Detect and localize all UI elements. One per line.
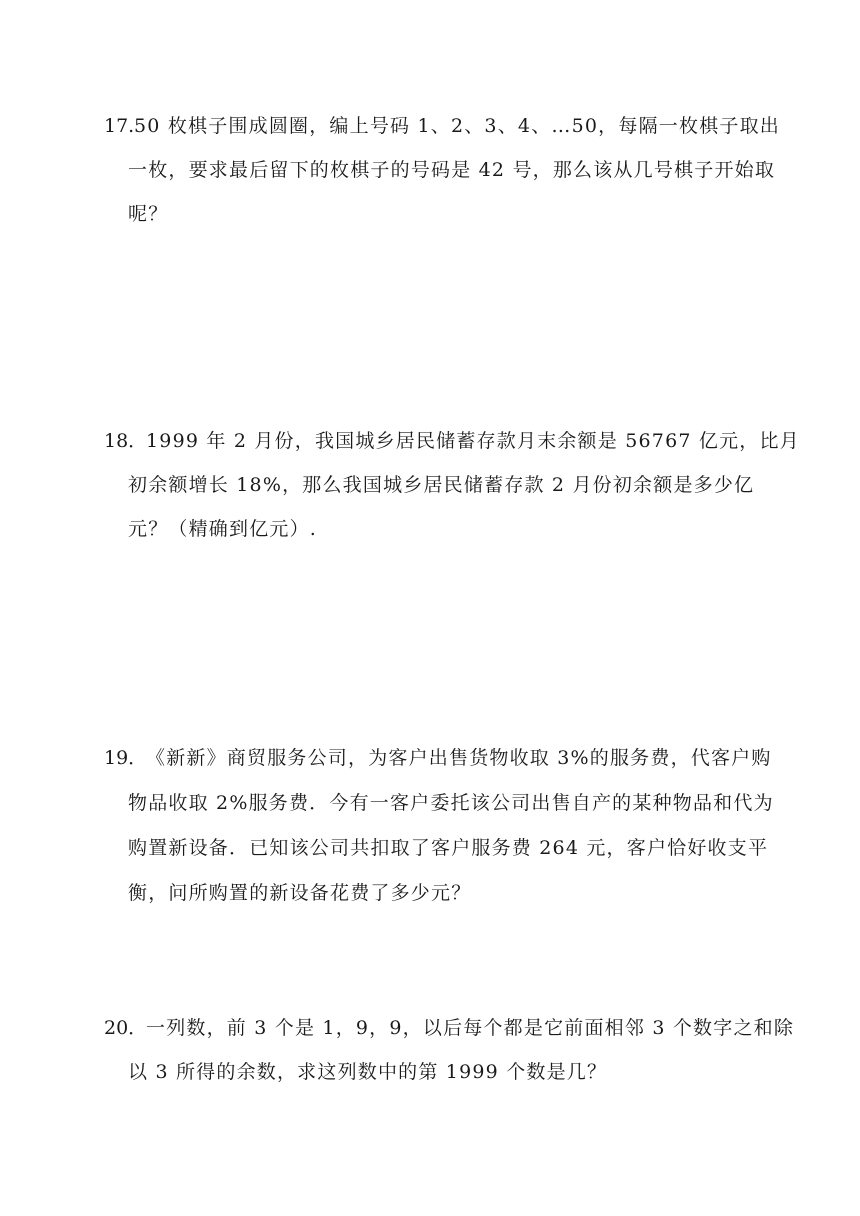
question-number: 18． <box>104 430 148 452</box>
question-number: 17. <box>104 115 135 137</box>
question-line: 呢？ <box>128 203 169 225</box>
question-line: 物品收取 2%服务费．今有一客户委托该公司出售自产的某种物品和代为 <box>128 792 774 814</box>
question-line: 50 枚棋子围成圆圈，编上号码 1、2、3、4、…50，每隔一枚棋子取出 <box>134 115 780 137</box>
question-number: 20． <box>104 1017 148 1039</box>
question-line: 元？（精确到亿元）. <box>128 518 318 540</box>
question-line: 衡，问所购置的新设备花费了多少元？ <box>128 882 472 904</box>
question-line: 一列数，前 3 个是 1，9，9，以后每个都是它前面相邻 3 个数字之和除 <box>146 1017 795 1039</box>
question-line: 一枚，要求最后留下的枚棋子的号码是 42 号，那么该从几号棋子开始取 <box>128 159 776 181</box>
question-line: 以 3 所得的余数，求这列数中的第 1999 个数是几？ <box>128 1061 608 1083</box>
question-line: 初余额增长 18%，那么我国城乡居民储蓄存款 2 月份初余额是多少亿 <box>128 474 755 496</box>
question-line: 1999 年 2 月份，我国城乡居民储蓄存款月末余额是 56767 亿元，比月 <box>146 430 800 452</box>
question-line: 《新新》商贸服务公司，为客户出售货物收取 3%的服务费，代客户购 <box>146 747 772 769</box>
question-number: 19． <box>104 747 148 769</box>
question-line: 购置新设备．已知该公司共扣取了客户服务费 264 元，客户恰好收支平 <box>128 837 769 859</box>
